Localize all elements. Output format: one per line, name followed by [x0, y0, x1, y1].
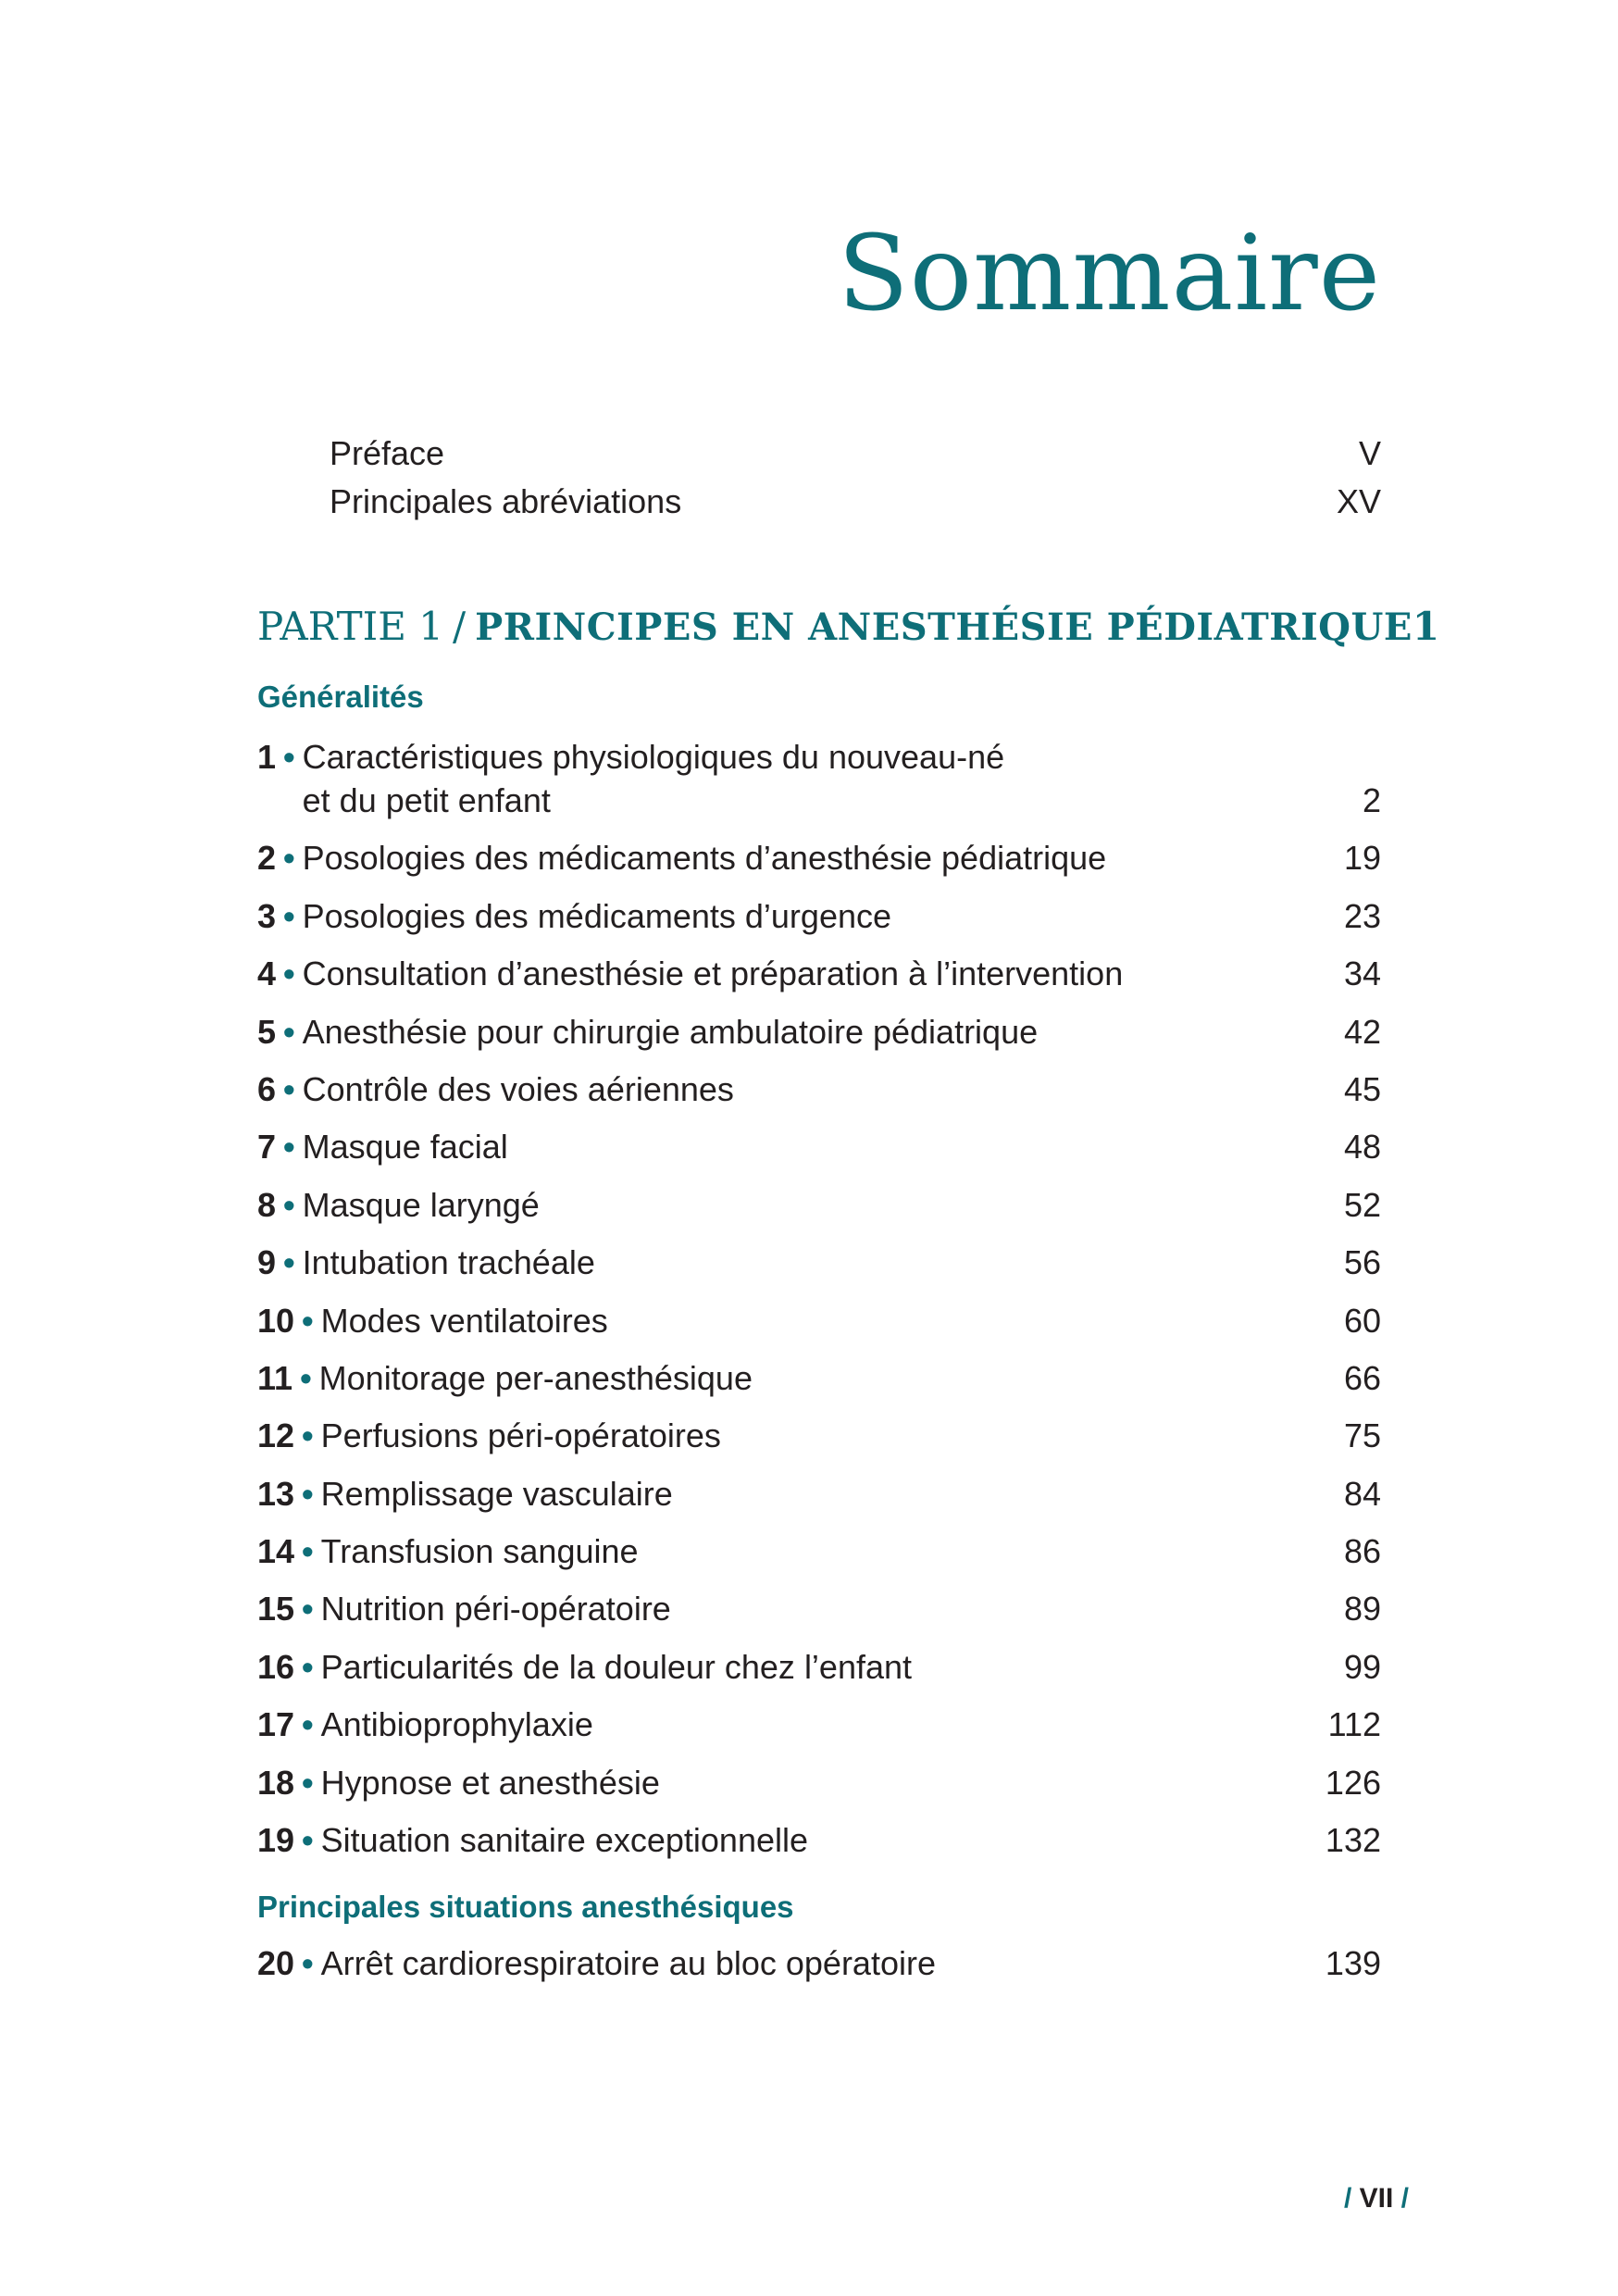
bullet-icon: •: [283, 1243, 295, 1282]
chapter-title: Posologies des médicaments d’urgence: [302, 896, 892, 935]
bullet-icon: •: [302, 1763, 314, 1802]
chapter-page: 86: [1343, 1532, 1381, 1571]
chapter-page: 66: [1343, 1358, 1381, 1397]
chapter-title-line: et du petit enfant: [302, 781, 551, 819]
chapter-number: 13: [257, 1474, 295, 1513]
page-title: Sommaire: [838, 214, 1381, 334]
chapter-title: Particularités de la douleur chez l’enfant: [320, 1647, 913, 1686]
bullet-icon: •: [283, 896, 295, 935]
chapter-page: 139: [1325, 1944, 1381, 1982]
bullet-icon: •: [283, 1185, 295, 1224]
chapter-page: 132: [1325, 1821, 1381, 1860]
bullet-icon: •: [302, 1647, 314, 1686]
bullet-icon: •: [283, 1012, 295, 1051]
chapter-number: 16: [257, 1647, 295, 1686]
toc-entry[interactable]: [257, 836, 1381, 880]
page-number-value: VII: [1359, 2183, 1394, 2214]
page-number-slash: /: [1343, 2183, 1352, 2214]
toc-link-preface[interactable]: [330, 430, 1381, 478]
part-page: 1: [1412, 604, 1440, 649]
chapter-number: 8: [257, 1185, 277, 1224]
front-matter-list: [330, 430, 1381, 526]
front-matter-page: V: [1358, 434, 1381, 472]
chapter-number: 6: [257, 1069, 277, 1108]
bullet-icon: •: [302, 1532, 314, 1571]
section-heading-situations: Principales situations anesthésiques: [257, 1890, 794, 1924]
part-label: PARTIE 1: [257, 604, 443, 649]
toc-entry[interactable]: [257, 1761, 1381, 1804]
toc-entry[interactable]: [257, 1241, 1381, 1284]
toc-entry[interactable]: [257, 1818, 1381, 1862]
chapter-title: Anesthésie pour chirurgie ambulatoire pédiatrique: [302, 1012, 1039, 1051]
chapter-number: 5: [257, 1012, 277, 1051]
chapter-page: 23: [1343, 896, 1381, 935]
chapter-page: 99: [1343, 1647, 1381, 1686]
chapter-page: 34: [1343, 955, 1381, 993]
toc-entry-text: [257, 1241, 595, 1284]
chapter-title: Perfusions péri-opératoires: [320, 1416, 721, 1455]
toc-entry[interactable]: [257, 1299, 1381, 1342]
toc-entry-text: [257, 735, 1004, 822]
chapter-title: Hypnose et anesthésie: [320, 1763, 660, 1802]
bullet-icon: •: [302, 1944, 314, 1982]
chapter-page: 19: [1343, 839, 1381, 878]
bullet-icon: •: [302, 1416, 314, 1455]
chapter-number: 12: [257, 1416, 295, 1455]
bullet-icon: •: [283, 1128, 295, 1167]
chapter-number: 7: [257, 1128, 277, 1167]
chapter-title: Masque facial: [302, 1128, 508, 1167]
part-separator: /: [452, 604, 467, 649]
toc-entry-text: [257, 1356, 753, 1400]
front-matter-label: Principales abréviations: [330, 482, 682, 520]
chapter-number: 4: [257, 955, 277, 993]
part-heading[interactable]: [257, 604, 1440, 649]
toc-entry-text: [257, 1761, 660, 1804]
front-matter-label: Préface: [330, 434, 445, 472]
toc-entry[interactable]: [257, 1645, 1381, 1689]
toc-entry-text: [257, 1414, 721, 1457]
page-number: [1344, 2183, 1409, 2215]
toc-entry[interactable]: [257, 1356, 1381, 1400]
chapter-page: 112: [1327, 1705, 1381, 1744]
part-name: PRINCIPES EN ANESTHÉSIE PÉDIATRIQUE: [475, 605, 1413, 649]
bullet-icon: •: [302, 1590, 314, 1628]
chapter-page: 56: [1343, 1243, 1381, 1282]
chapter-number: 1: [257, 738, 277, 776]
toc-entry[interactable]: [257, 1587, 1381, 1630]
chapter-number: 14: [257, 1532, 295, 1571]
chapter-page: 84: [1343, 1474, 1381, 1513]
toc-entry-text: [257, 952, 1123, 995]
chapter-title: Antibioprophylaxie: [320, 1705, 593, 1744]
chapter-page: 60: [1343, 1301, 1381, 1340]
chapter-title: Remplissage vasculaire: [320, 1474, 673, 1513]
toc-entry-text: [257, 1645, 912, 1689]
toc-entry-text: [257, 1587, 671, 1630]
toc-entry-text: [257, 1067, 734, 1111]
toc-entry[interactable]: [257, 1941, 1381, 1985]
chapter-title: Situation sanitaire exceptionnelle: [320, 1821, 808, 1860]
toc-entry-text: [257, 1183, 540, 1227]
toc-entry[interactable]: [257, 1529, 1381, 1573]
chapter-title: Consultation d’anesthésie et préparation à l’intervention: [302, 955, 1124, 993]
chapter-page: 42: [1343, 1012, 1381, 1051]
chapter-number: 18: [257, 1763, 295, 1802]
bullet-icon: •: [302, 1705, 314, 1744]
toc-entry[interactable]: [257, 1010, 1381, 1054]
toc-entry[interactable]: [257, 1183, 1381, 1227]
toc-list-generalites: [257, 735, 1381, 1876]
toc-entry-text: [257, 1472, 673, 1516]
bullet-icon: •: [283, 839, 295, 878]
bullet-icon: •: [300, 1358, 312, 1397]
toc-entry[interactable]: [257, 952, 1381, 995]
bullet-icon: •: [283, 955, 295, 993]
chapter-title: Intubation trachéale: [302, 1243, 595, 1282]
chapter-number: 15: [257, 1590, 295, 1628]
part-title: [257, 604, 1413, 649]
bullet-icon: •: [302, 1474, 314, 1513]
chapter-number: 17: [257, 1705, 295, 1744]
toc-entry-text: [257, 1818, 808, 1862]
bullet-icon: •: [283, 738, 295, 776]
chapter-title: Transfusion sanguine: [320, 1532, 639, 1571]
toc-entry-text: [257, 1529, 639, 1573]
toc-entry[interactable]: [257, 1125, 1381, 1168]
chapter-number: 20: [257, 1944, 295, 1982]
chapter-number: 3: [257, 896, 277, 935]
toc-entry[interactable]: [257, 1472, 1381, 1516]
chapter-title: Posologies des médicaments d’anesthésie pédiatrique: [302, 839, 1107, 878]
chapter-title: Nutrition péri-opératoire: [320, 1590, 671, 1628]
chapter-title: Contrôle des voies aériennes: [302, 1069, 734, 1108]
toc-entry-text: [257, 1941, 936, 1985]
bullet-icon: •: [302, 1821, 314, 1860]
toc-link-abbreviations[interactable]: [330, 478, 1381, 526]
chapter-title: Modes ventilatoires: [320, 1301, 608, 1340]
toc-entry-text: [257, 1703, 593, 1746]
page-number-slash: /: [1400, 2183, 1409, 2214]
toc-entry[interactable]: [257, 1414, 1381, 1457]
chapter-page: 75: [1343, 1416, 1381, 1455]
section-heading-generalites: Généralités: [257, 680, 424, 714]
chapter-number: 19: [257, 1821, 295, 1860]
chapter-title: [303, 735, 1004, 822]
toc-entry-text: [257, 1125, 508, 1168]
bullet-icon: •: [302, 1301, 314, 1340]
chapter-page: 2: [1362, 781, 1381, 819]
chapter-title-line: Caractéristiques physiologiques du nouveau-né: [302, 738, 1005, 776]
toc-entry[interactable]: [257, 894, 1381, 938]
toc-entry-text: [257, 1010, 1038, 1054]
toc-entry-text: [257, 894, 891, 938]
chapter-page: 89: [1343, 1590, 1381, 1628]
chapter-page: 45: [1343, 1069, 1381, 1108]
toc-list-situations: [257, 1941, 1381, 1999]
chapter-title: Monitorage per-anesthésique: [318, 1358, 753, 1397]
chapter-title: Masque laryngé: [302, 1185, 540, 1224]
toc-entry[interactable]: [257, 1703, 1381, 1746]
chapter-number: 2: [257, 839, 277, 878]
toc-entry-text: [257, 836, 1106, 880]
front-matter-page: XV: [1336, 482, 1381, 520]
chapter-title: Arrêt cardiorespiratoire au bloc opératoire: [320, 1944, 936, 1982]
chapter-page: 126: [1325, 1763, 1381, 1802]
chapter-number: 9: [257, 1243, 277, 1282]
chapter-page: 48: [1343, 1128, 1381, 1167]
chapter-number: 11: [257, 1358, 293, 1397]
bullet-icon: •: [283, 1069, 295, 1108]
toc-entry[interactable]: [257, 735, 1381, 822]
chapter-page: 52: [1343, 1185, 1381, 1224]
chapter-number: 10: [257, 1301, 295, 1340]
toc-entry[interactable]: [257, 1067, 1381, 1111]
toc-entry-text: [257, 1299, 608, 1342]
